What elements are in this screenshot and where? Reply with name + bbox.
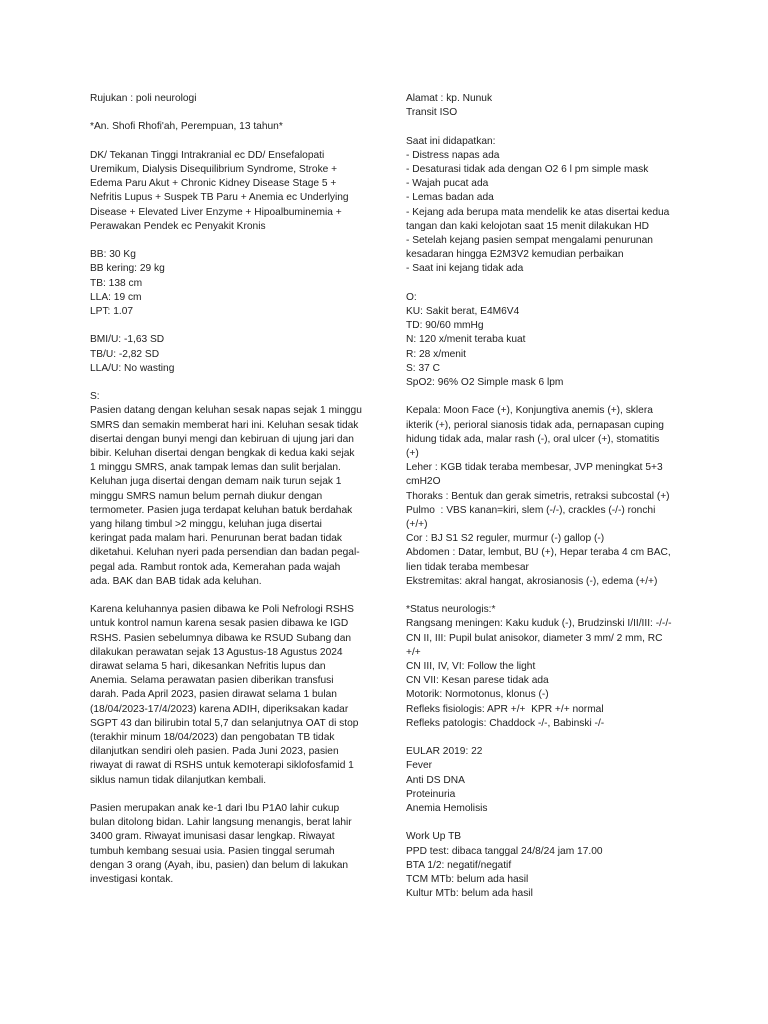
text-line: tangan dan kaki kelojotan saat 15 menit dilakukan HD (406, 220, 649, 232)
text-line: Abdomen : Datar, lembut, BU (+), Hepar teraba 4 cm BAC, (406, 547, 671, 559)
text-line: Refleks fisiologis: APR +/+ KPR +/+ normal (406, 703, 604, 715)
text-line: Nefritis Lupus + Suspek TB Paru + Anemia ec Underlying (90, 192, 349, 204)
text-line: diketahui. Keluhan nyeri pada persendian dan badan pegal- (90, 547, 360, 559)
text-line: dengan 3 orang (Ayah, ibu, pasien) dan belum di lakukan (90, 859, 349, 871)
text-line: BTA 1/2: negatif/negatif (406, 859, 512, 871)
text-line: bibir. Keluhan disertai dengan bengkak di kedua kaki sejak (90, 448, 355, 459)
text-line: ada. BAK dan BAB tidak ada keluhan. (90, 575, 262, 587)
text-line: - Wajah pucat ada (406, 178, 489, 190)
text-line: Work Up TB (406, 831, 462, 843)
blank-line (406, 390, 676, 404)
text-line: PPD test: dibaca tanggal 24/8/24 jam 17.00 (406, 845, 603, 857)
text-line: CN II, III: Pupil bulat anisokor, diameter 3 mm/ 2 mm, RC (406, 632, 663, 644)
text-line: CN VII: Kesan parese tidak ada (406, 675, 549, 687)
text-line: pegal ada. Rambut rontok ada, Kemerahan pada wajah (90, 561, 341, 573)
text-line: BB kering: 29 kg (90, 263, 165, 275)
text-line: dilakukan perawatan sejak 13 Agustus-18 Agustus 2024 (90, 646, 343, 658)
text-line: Rujukan : poli neurologi (90, 93, 197, 104)
text-line: SGPT 43 dan bilirubin total 5,7 dan selanjutnya OAT di stop (90, 717, 359, 729)
text-line: Anemia. Selama perawatan pasien diberikan transfusi (90, 675, 334, 687)
text-line: Karena keluhannya pasien dibawa ke Poli Nefrologi RSHS (90, 604, 354, 616)
text-line: investigasi kontak. (90, 874, 174, 886)
blank-line (90, 319, 370, 333)
text-line: Saat ini didapatkan: (406, 135, 496, 147)
text-line: KU: Sakit berat, E4M6V4 (406, 306, 520, 318)
text-line: SMRS dan semakin memberat hari ini. Keluhan sesak tidak (90, 419, 359, 431)
text-line: - Lemas badan ada (406, 192, 494, 204)
text-line: (terakhir minum 18/04/2023) dan pengobatan TB tidak (90, 732, 335, 744)
text-line: 3400 gram. Riwayat imunisasi dasar lengkap. Riwayat (90, 831, 335, 843)
text-line: Uremikum, Dialysis Disequilibrium Syndrome, Stroke + (90, 163, 338, 175)
text-line: EULAR 2019: 22 (406, 746, 483, 758)
text-line: ikterik (+), perioral sianosis tidak ada, pernapasan cuping (406, 419, 664, 431)
text-line: - Desaturasi tidak ada dengan O2 6 l pm simple mask (406, 164, 649, 175)
text-line: BB: 30 Kg (90, 249, 136, 261)
text-line: TD: 90/60 mmHg (406, 320, 484, 332)
text-line: darah. Pada April 2023, pasien dirawat selama 1 bulan (90, 689, 337, 701)
text-line: 1 minggu SMRS, anak tampak lemas dan sulit berjalan. (90, 462, 341, 474)
text-line: untuk kontrol namun karena sesak pasien dibawa ke IGD (90, 618, 349, 630)
blank-line (90, 234, 370, 248)
text-line: N: 120 x/menit teraba kuat (406, 334, 526, 346)
blank-line (406, 120, 676, 134)
text-line: Cor : BJ S1 S2 reguler, murmur (-) gallop (-) (406, 533, 605, 545)
text-line: (+) (406, 448, 419, 460)
text-line: dilanjutkan sendiri oleh pasien. Pada Juni 2023, pasien (90, 746, 339, 758)
text-line: Ekstremitas: akral hangat, akrosianosis (-), edema (+/+) (406, 575, 658, 587)
text-line: riwayat di rawat di RSHS untuk kemoterapi siklofosfamid 1 (90, 760, 354, 772)
text-line: Thoraks : Bentuk dan gerak simetris, retraksi subcostal (+) (406, 490, 670, 502)
text-line: Kepala: Moon Face (+), Konjungtiva anemis (+), sklera (406, 405, 653, 417)
text-line: Pulmo : VBS kanan=kiri, slem (-/-), crackles (-/-) ronchi (406, 504, 656, 516)
text-line: kesadaran hingga E2M3V2 kemudian perbaikan (406, 249, 624, 261)
text-line: termometer. Pasien juga terdapat keluhan batuk berdahak (90, 504, 353, 516)
text-line: R: 28 x/menit (406, 348, 467, 360)
text-line: tumbuh kembang sesuai usia. Pasien tinggal serumah (90, 845, 335, 857)
text-line: +/+ (406, 646, 421, 658)
text-line: TB: 138 cm (90, 277, 143, 289)
text-line: SpO2: 96% O2 Simple mask 6 lpm (406, 377, 564, 389)
text-line: S: 37 C (406, 362, 440, 374)
text-line: Leher : KGB tidak teraba membesar, JVP meningkat 5+3 (406, 462, 663, 474)
text-line: BMI/U: -1,63 SD (90, 334, 165, 346)
blank-line (90, 135, 370, 149)
text-line: - Kejang ada berupa mata mendelik ke atas disertai kedua (406, 206, 670, 218)
text-line: Motorik: Normotonus, klonus (-) (406, 689, 549, 701)
text-line: - Setelah kejang pasien sempat mengalami penurunan (406, 235, 653, 247)
text-line: Pasien merupakan anak ke-1 dari Ibu P1A0 lahir cukup (90, 803, 340, 815)
text-line: (18/04/2023-17/4/2023) karena ADIH, diperiksakan kadar (90, 703, 349, 715)
text-line: yang hilang timbul >2 minggu, keluhan juga disertai (90, 519, 322, 531)
text-line: LPT: 1.07 (90, 306, 134, 317)
text-line: *Status neurologis:* (406, 604, 496, 616)
text-line: cmH2O (406, 476, 441, 488)
text-line: Refleks patologis: Chaddock -/-, Babinski -/- (406, 717, 605, 729)
text-line: Kultur MTb: belum ada hasil (406, 888, 533, 900)
text-line: Proteinuria (406, 788, 456, 800)
text-line: CN III, IV, VI: Follow the light (406, 661, 536, 673)
text-line: siklus namun tidak dilanjutkan kembali. (90, 774, 267, 786)
text-line: keringat pada malam hari. Penurunan berat badan tidak (90, 533, 343, 545)
text-line: Alamat : kp. Nunuk (406, 93, 493, 104)
blank-line (90, 589, 370, 603)
text-line: lien tidak teraba membesar (406, 561, 529, 573)
text-line: LLA: 19 cm (90, 291, 142, 303)
text-line: O: (406, 291, 417, 303)
text-line: - Distress napas ada (406, 149, 500, 161)
text-line: S: (90, 391, 100, 403)
text-line: *An. Shofi Rhofi'ah, Perempuan, 13 tahun* (90, 121, 283, 133)
blank-line (90, 376, 370, 390)
text-line: disertai dengan bunyi mengi dan kebiruan di ujung jari dan (90, 433, 354, 445)
blank-line (406, 816, 676, 830)
text-line: TB/U: -2,82 SD (90, 348, 160, 360)
blank-line (406, 277, 676, 291)
blank-line (406, 731, 676, 745)
blank-line (90, 106, 370, 120)
text-line: Rangsang meningen: Kaku kuduk (-), Brudzinski I/II/III: -/-/- (406, 618, 672, 630)
text-line: Transit ISO (406, 107, 458, 119)
text-line: LLA/U: No wasting (90, 362, 175, 374)
right-column (406, 92, 676, 901)
text-line: TCM MTb: belum ada hasil (406, 874, 529, 886)
text-line: Disease + Elevated Liver Enzyme + Hipoalbuminemia + (90, 206, 342, 218)
text-line: Perawakan Pendek ec Penyakit Kronis (90, 220, 266, 232)
text-line: DK/ Tekanan Tinggi Intrakranial ec DD/ Ensefalopati (90, 149, 325, 161)
blank-line (406, 589, 676, 603)
text-line: (+/+) (406, 519, 428, 531)
left-column (90, 92, 370, 887)
text-line: Edema Paru Akut + Chronic Kidney Disease Stage 5 + (90, 178, 337, 190)
blank-line (90, 788, 370, 802)
text-line: bulan ditolong bidan. Lahir langsung menangis, berat lahir (90, 817, 352, 829)
text-line: minggu SMRS namun belum pernah diukur dengan (90, 490, 323, 502)
text-line: Anti DS DNA (406, 774, 465, 786)
text-line: Anemia Hemolisis (406, 803, 488, 815)
text-line: Fever (406, 760, 433, 772)
text-line: Pasien datang dengan keluhan sesak napas sejak 1 minggu (90, 405, 362, 417)
text-line: RSHS. Pasien sebelumnya dibawa ke RSUD Subang dan (90, 632, 352, 644)
text-line: hidung tidak ada, malar rash (-), oral ulcer (+), stomatitis (406, 433, 660, 445)
text-line: - Saat ini kejang tidak ada (406, 263, 524, 275)
text-line: Keluhan juga disertai dengan demam naik turun sejak 1 (90, 476, 342, 488)
text-line: dirawat selama 5 hari, dikesankan Nefritis lupus dan (90, 661, 326, 673)
